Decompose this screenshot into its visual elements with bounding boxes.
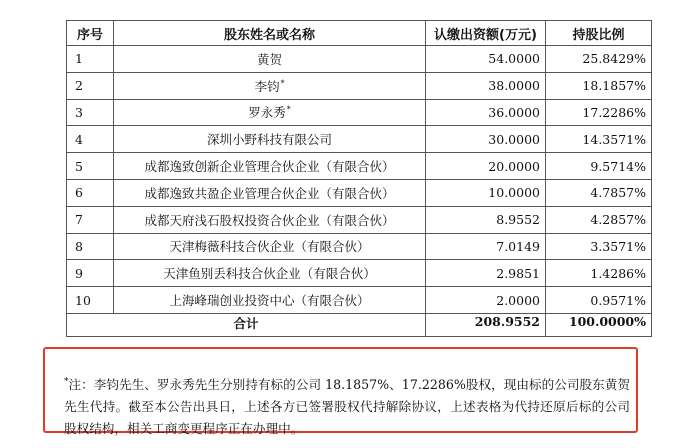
- row-capital: 2.9851: [426, 260, 546, 287]
- table-body: [67, 46, 652, 314]
- footnote: [64, 371, 630, 440]
- row-name: [114, 287, 426, 314]
- table-row: [67, 126, 652, 153]
- row-capital: 54.0000: [426, 46, 546, 73]
- row-capital: 8.9552: [426, 206, 546, 233]
- row-no: 5: [67, 153, 114, 180]
- row-ratio: 14.3571%: [546, 126, 652, 153]
- row-no: 2: [67, 72, 114, 99]
- row-no: 1: [67, 46, 114, 73]
- row-name: [114, 260, 426, 287]
- table-row: [67, 206, 652, 233]
- total-label: 合计: [67, 313, 426, 336]
- total-capital: 208.9552: [426, 313, 546, 336]
- row-ratio: 3.3571%: [546, 233, 652, 260]
- table-row: [67, 46, 652, 73]
- row-capital: 20.0000: [426, 153, 546, 180]
- row-name: [114, 153, 426, 180]
- row-no: 4: [67, 126, 114, 153]
- row-name: [114, 206, 426, 233]
- row-capital: 36.0000: [426, 99, 546, 126]
- header-name: 股东姓名或名称: [114, 21, 426, 46]
- table-row: [67, 153, 652, 180]
- row-no: 10: [67, 287, 114, 314]
- row-ratio: 25.8429%: [546, 46, 652, 73]
- row-ratio: 0.9571%: [546, 287, 652, 314]
- row-name: [114, 126, 426, 153]
- row-name-text: 天津鱼别丢科技合伙企业（有限合伙）: [163, 266, 376, 282]
- row-ratio: 18.1857%: [546, 72, 652, 99]
- header-no: 序号: [67, 21, 114, 46]
- row-name-text: 李钧: [254, 78, 280, 94]
- row-name-text: 成都逸致共盈企业管理合伙企业（有限合伙）: [144, 185, 395, 201]
- row-name-text: 上海峰瑞创业投资中心（有限合伙）: [169, 293, 370, 309]
- table-row: [67, 99, 652, 126]
- shareholder-table: [66, 20, 652, 337]
- header-ratio: 持股比例: [546, 21, 652, 46]
- row-no: 7: [67, 206, 114, 233]
- row-capital: 10.0000: [426, 179, 546, 206]
- header-capital: 认缴出资额(万元): [426, 21, 546, 46]
- row-name: [114, 99, 426, 126]
- footnote-star: *: [64, 377, 69, 387]
- row-capital: 7.0149: [426, 233, 546, 260]
- row-capital: 30.0000: [426, 126, 546, 153]
- row-name: [114, 179, 426, 206]
- row-name-text: 黄贺: [256, 51, 282, 67]
- footnote-text: 注：李钧先生、罗永秀先生分别持有标的公司 18.1857%、17.2286%股权，现由标的公司股东黄贺先生代持。截至本公告出具日，上述各方已签署股权代持解除协议，上述表格为代持还原后标的公司股权结构，相关工商变更程序正在办理中。: [64, 377, 630, 437]
- table-row: [67, 260, 652, 287]
- row-name: [114, 72, 426, 99]
- row-no: 8: [67, 233, 114, 260]
- row-no: 9: [67, 260, 114, 287]
- row-name-mark: *: [286, 105, 291, 115]
- row-name: [114, 233, 426, 260]
- row-ratio: 1.4286%: [546, 260, 652, 287]
- total-ratio: 100.0000%: [546, 313, 652, 336]
- row-name-text: 罗永秀: [248, 105, 286, 121]
- row-name-mark: *: [280, 78, 285, 88]
- row-ratio: 9.5714%: [546, 153, 652, 180]
- table-total-row: [67, 313, 652, 336]
- table-header-row: [67, 21, 652, 46]
- row-capital: 2.0000: [426, 287, 546, 314]
- row-no: 6: [67, 179, 114, 206]
- row-ratio: 4.2857%: [546, 206, 652, 233]
- row-no: 3: [67, 99, 114, 126]
- row-name: [114, 46, 426, 73]
- table-row: [67, 179, 652, 206]
- row-capital: 38.0000: [426, 72, 546, 99]
- row-name-text: 天津梅薇科技合伙企业（有限合伙）: [169, 239, 370, 255]
- row-ratio: 17.2286%: [546, 99, 652, 126]
- row-name-text: 成都逸致创新企业管理合伙企业（有限合伙）: [144, 159, 395, 175]
- row-ratio: 4.7857%: [546, 179, 652, 206]
- row-name-text: 成都天府浅石股权投资合伙企业（有限合伙）: [144, 212, 395, 228]
- table-row: [67, 233, 652, 260]
- table-row: [67, 72, 652, 99]
- row-name-text: 深圳小野科技有限公司: [206, 132, 332, 148]
- table-row: [67, 287, 652, 314]
